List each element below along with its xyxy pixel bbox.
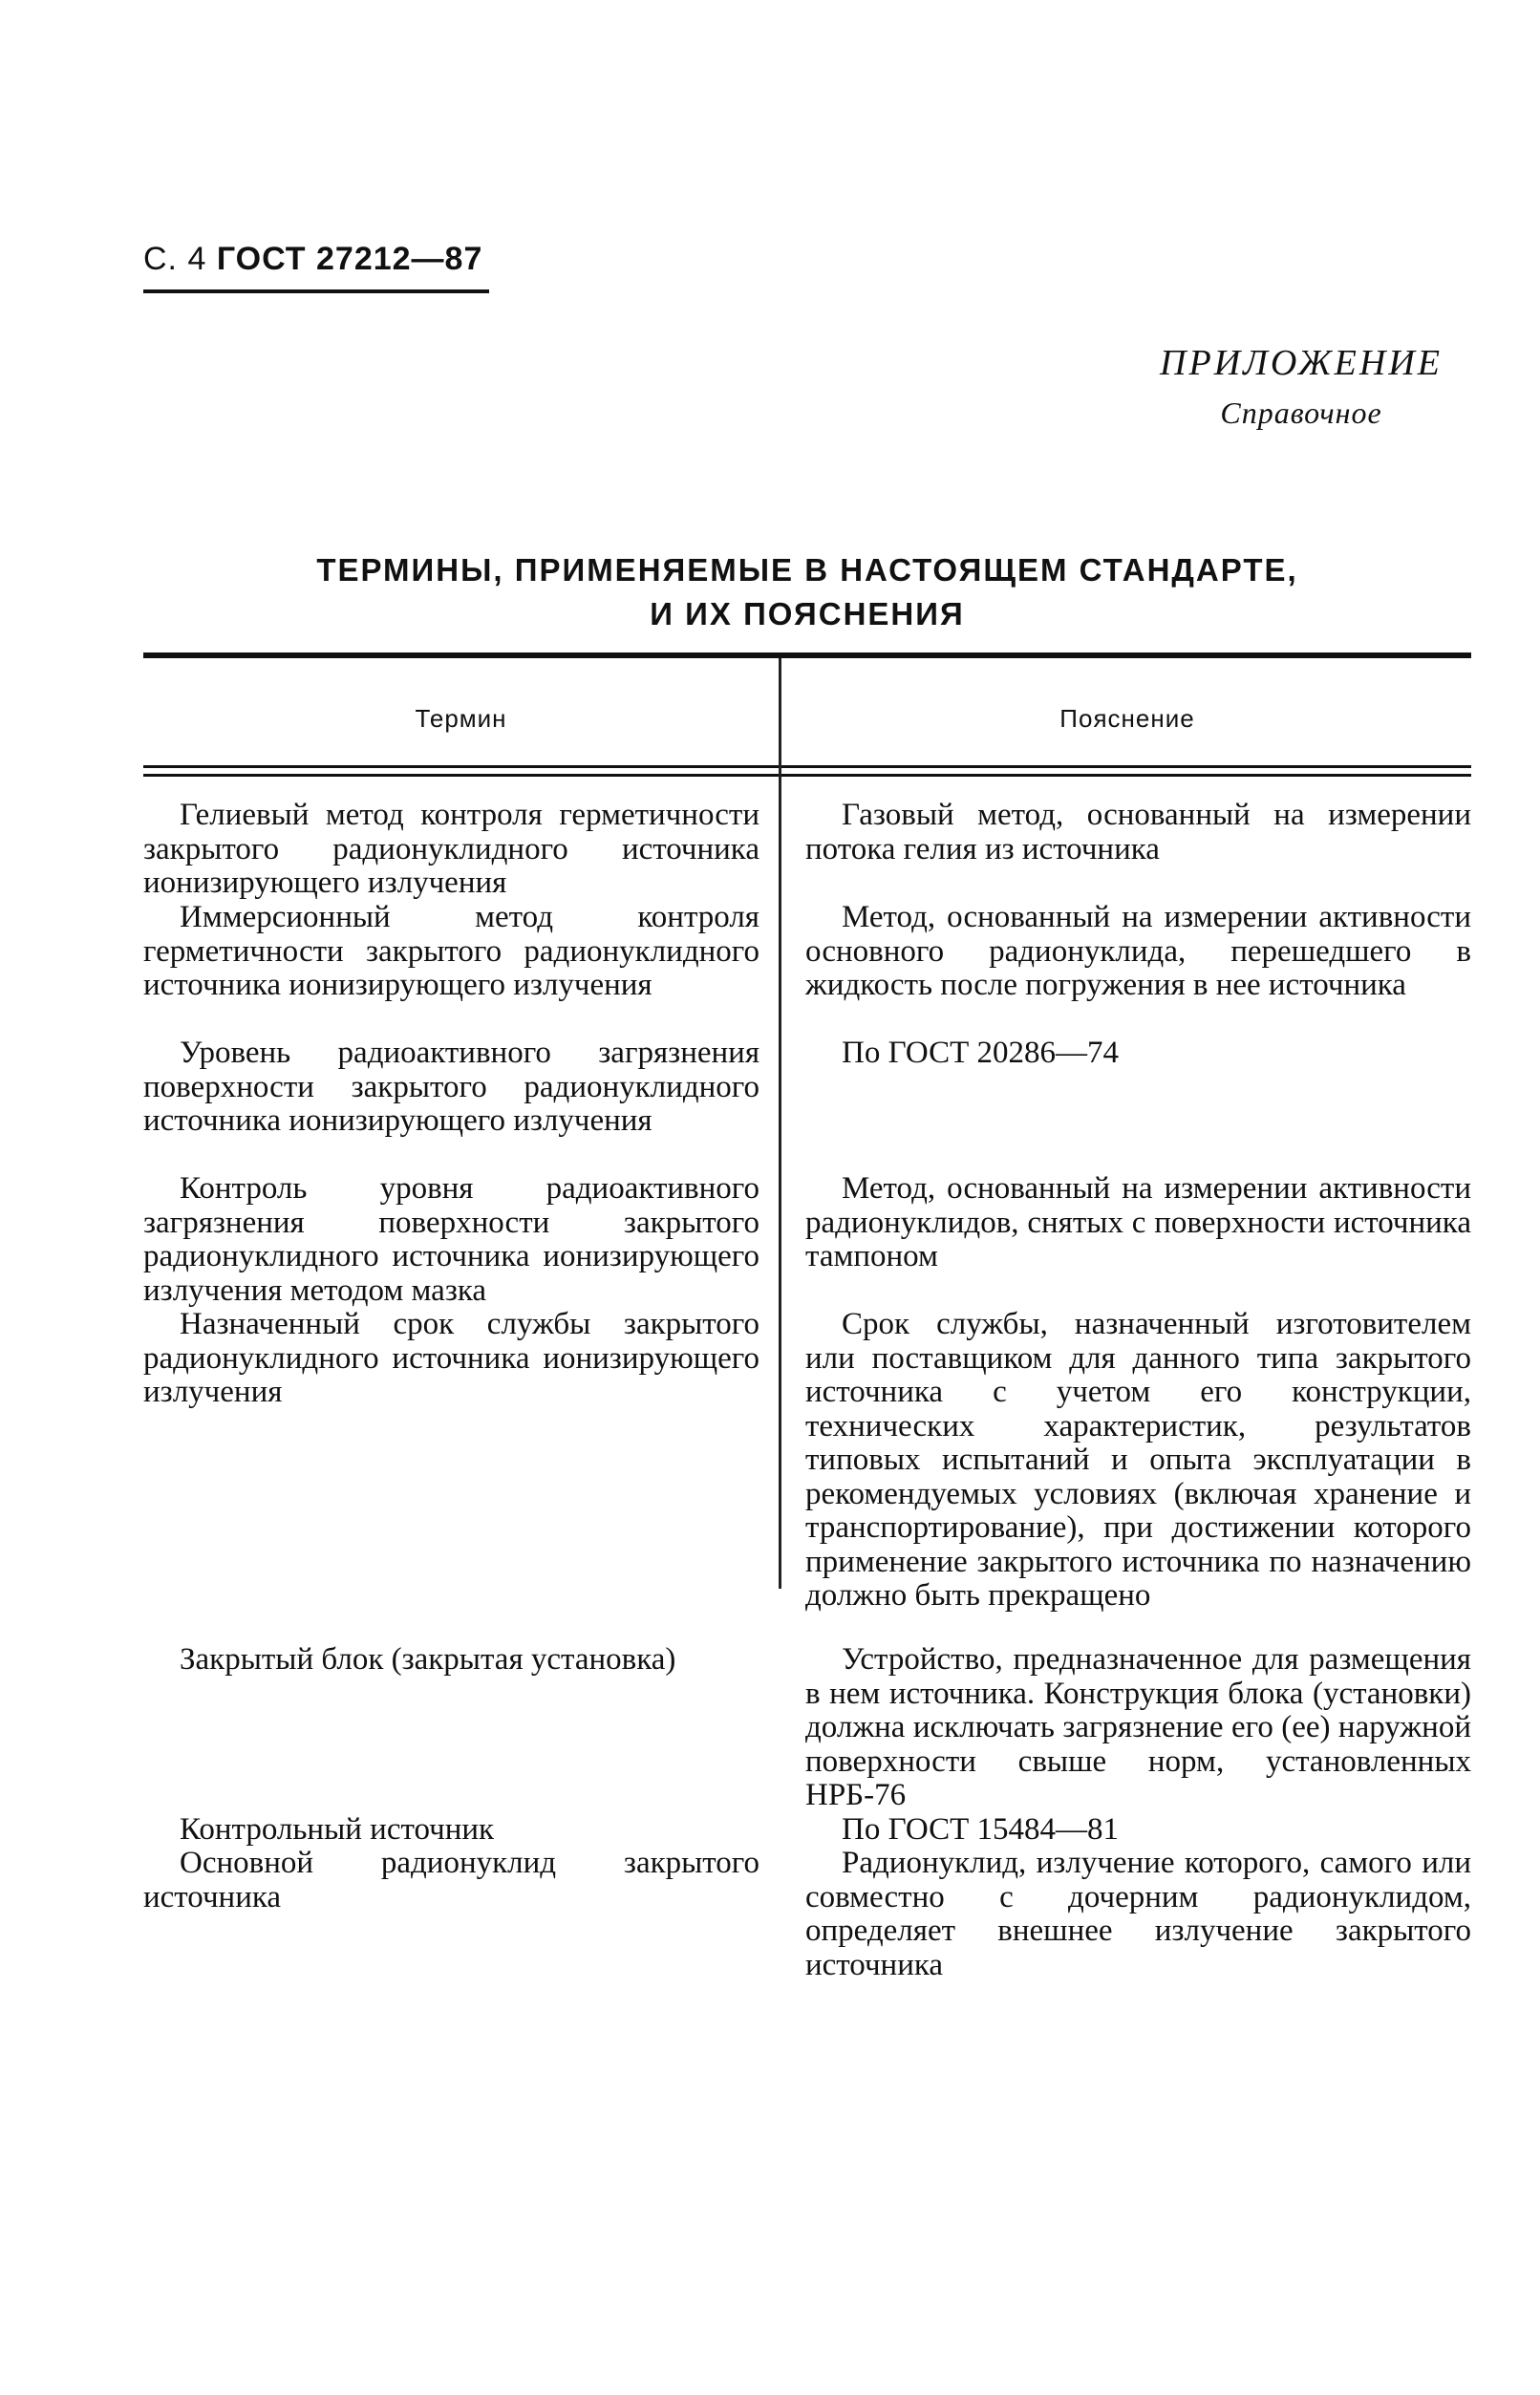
title-line-1: ТЕРМИНЫ, ПРИМЕНЯЕМЫЕ В НАСТОЯЩЕМ СТАНДАРТЕ, xyxy=(316,552,1298,588)
standard-number: ГОСТ 27212—87 xyxy=(216,241,483,277)
document-title xyxy=(143,548,1471,636)
table-body xyxy=(143,777,1471,1982)
table-header xyxy=(143,652,1471,765)
terms-table xyxy=(143,652,1471,1982)
table-cell-term: Контроль уровня радиоактивного загрязнения поверхности закрытого радионуклидного источника ионизирующего излучения методом мазка xyxy=(143,1171,759,1308)
table-cell-term: Назначенный срок службы закрытого радионуклидного источника ионизирующего излучения xyxy=(143,1307,759,1409)
table-cell-explanation: Радионуклид, излучение которого, самого или совместно с дочерним радионуклидом, определяет внешнее излучение закрытого источника xyxy=(805,1846,1471,1982)
table-cell-explanation: Срок службы, назначенный изготовителем или поставщиком для данного типа закрытого источника с учетом его конструкции, технических характеристик, результатов типовых испытаний и опыта эксплуатации в рекомендуемых условиях (включая хранение и транспортирование), при достижении которого применение закрытого источника по назначению должно быть прекращено xyxy=(805,1307,1471,1613)
page-header xyxy=(143,241,489,293)
table-cell-explanation: По ГОСТ 15484—81 xyxy=(842,1812,1119,1847)
title-line-2: И ИХ ПОЯСНЕНИЯ xyxy=(650,596,965,631)
table-cell-term: Иммерсионный метод контроля герметичности закрытого радионуклидного источника ионизирующего излучения xyxy=(143,900,759,1002)
appendix-subtitle: Справочное xyxy=(1220,396,1382,430)
table-cell-term: Основной радионуклид закрытого источника xyxy=(143,1846,759,1914)
header-rule xyxy=(143,765,1471,777)
table-cell-explanation: Метод, основанный на измерении активности радионуклидов, снятых с поверхности источника тампоном xyxy=(805,1171,1471,1273)
table-cell-term: Закрытый блок (закрытая установка) xyxy=(180,1642,676,1677)
column-header-explanation: Пояснение xyxy=(1059,704,1195,733)
table-cell-term: Контрольный источник xyxy=(180,1812,495,1847)
table-cell-explanation: По ГОСТ 20286—74 xyxy=(842,1036,1119,1070)
table-cell-explanation: Газовый метод, основанный на измерении потока гелия из источника xyxy=(805,798,1471,866)
column-header-term: Термин xyxy=(415,704,507,733)
table-cell-term: Гелиевый метод контроля герметичности закрытого радионуклидного источника ионизирующего излучения xyxy=(143,798,759,900)
appendix-title: ПРИЛОЖЕНИЕ xyxy=(1160,343,1443,383)
page-number: С. 4 xyxy=(143,241,207,277)
table-cell-explanation: Метод, основанный на измерении активности основного радионуклида, перешедшего в жидкость после погружения в нее источника xyxy=(805,900,1471,1002)
appendix-label xyxy=(1160,342,1443,431)
table-cell-explanation: Устройство, предназначенное для размещения в нем источника. Конструкция блока (установки) должна исключать загрязнение его (ее) наружной поверхности свыше норм, установленных НРБ-76 xyxy=(805,1642,1471,1812)
table-cell-term: Уровень радиоактивного загрязнения поверхности закрытого радионуклидного источника ионизирующего излучения xyxy=(143,1036,759,1138)
